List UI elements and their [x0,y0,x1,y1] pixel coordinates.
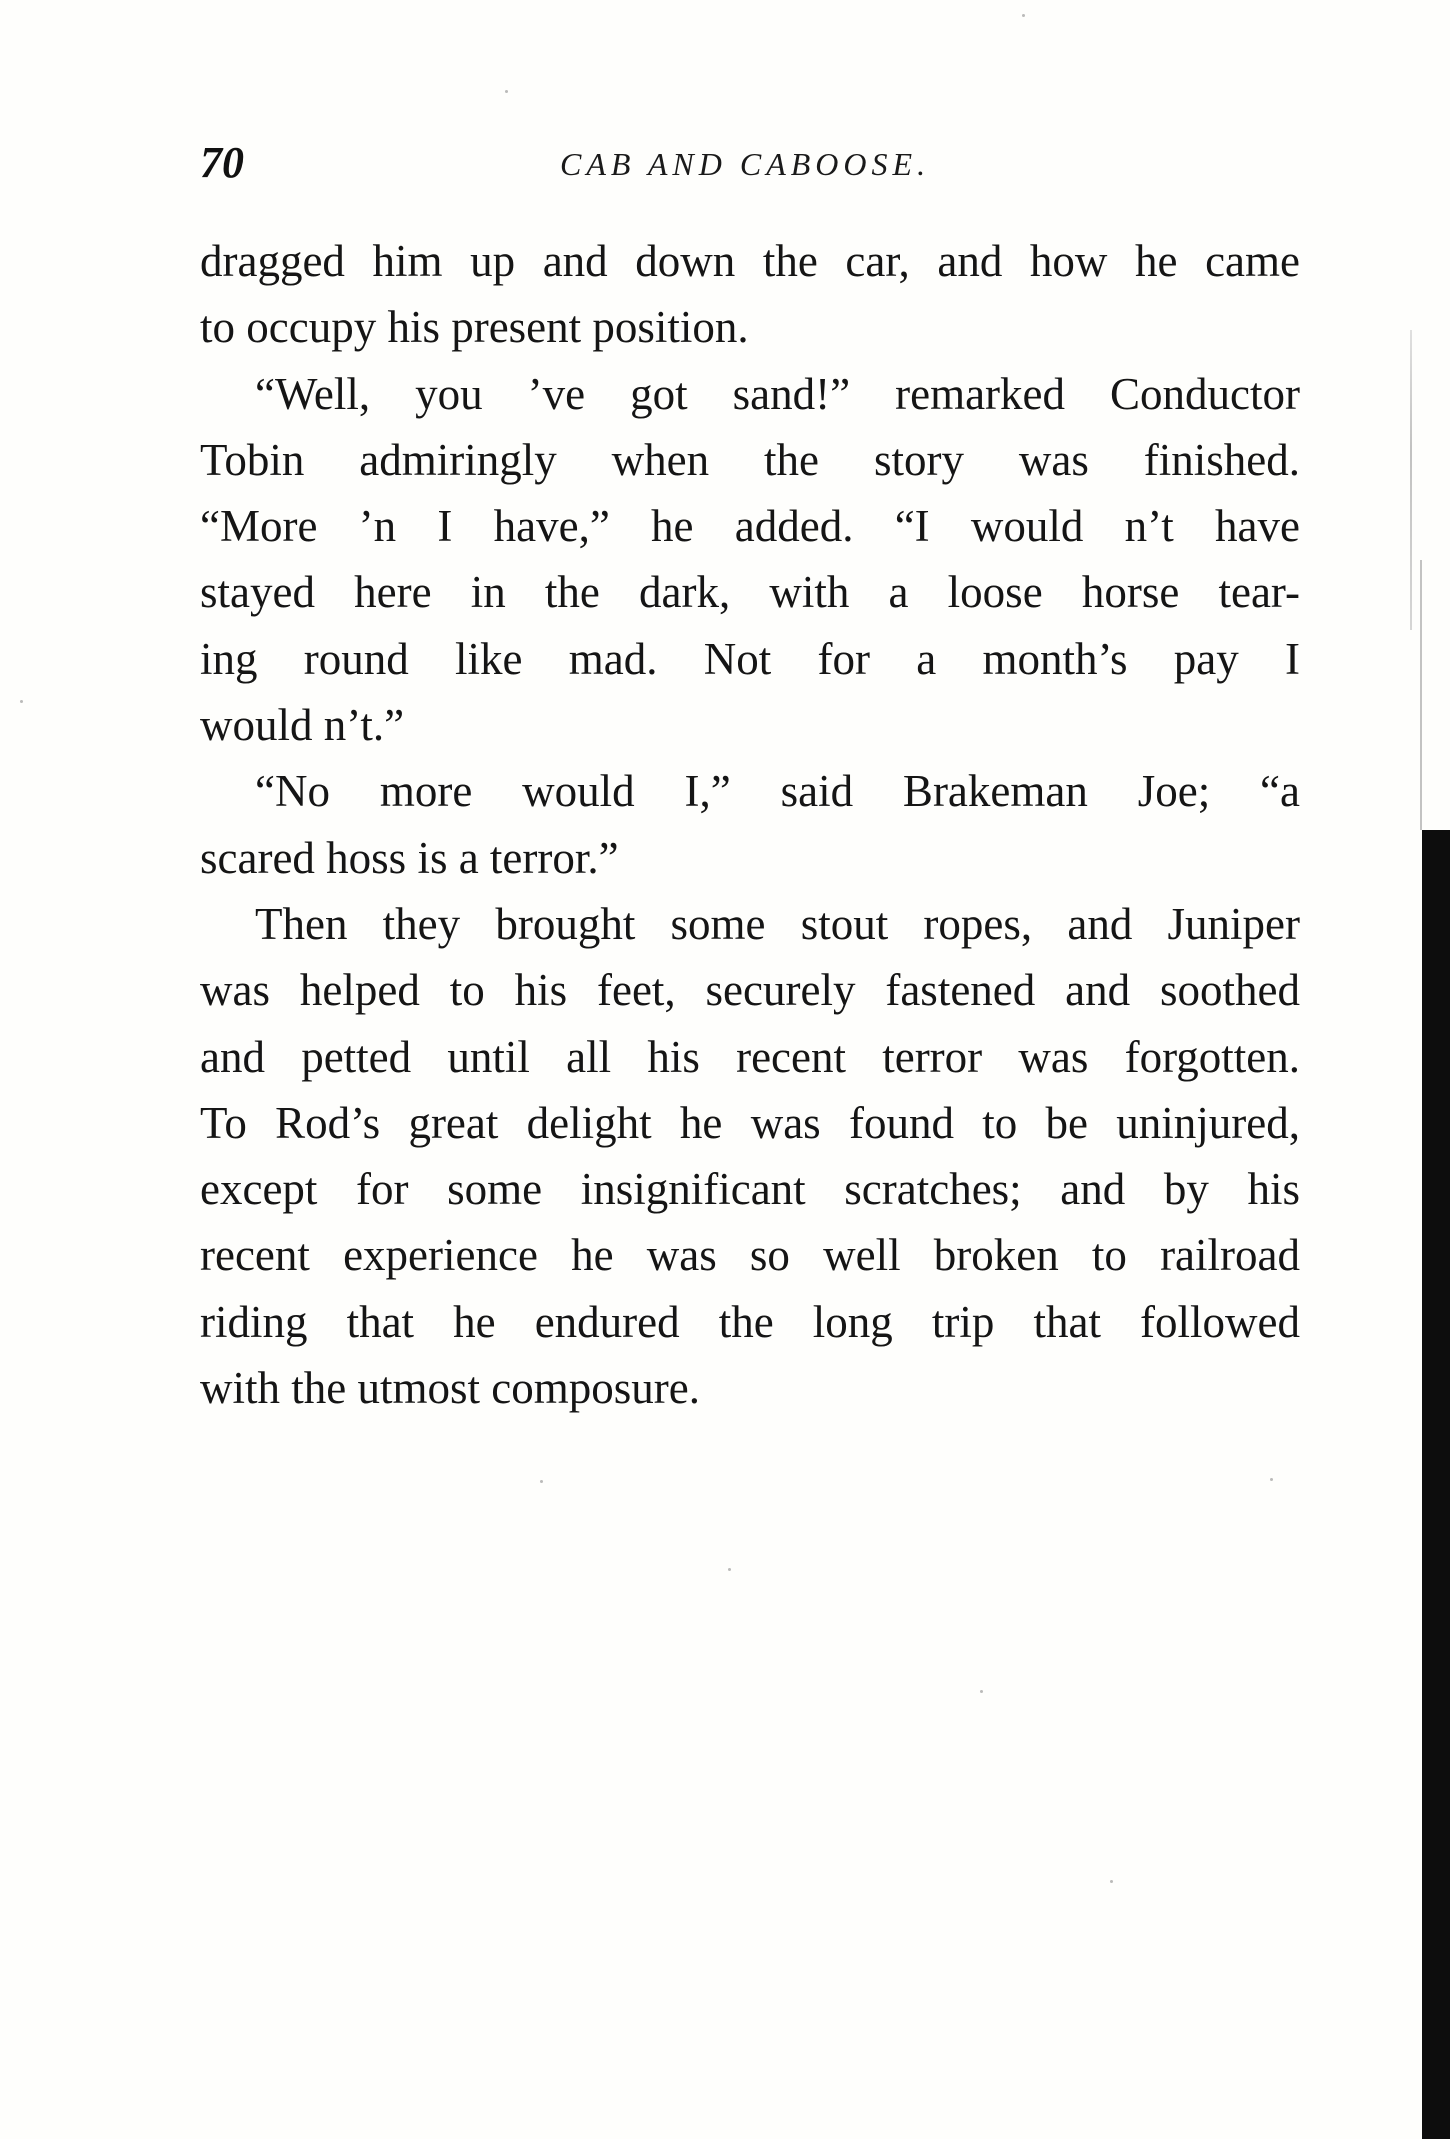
text-line: riding that he endured the long trip that followed [200,1296,1300,1347]
body-text [200,228,1300,1421]
text-line: ing round like mad. Not for a month’s pay I [200,633,1300,684]
scan-speck [980,1690,983,1693]
scan-speck [1270,1478,1273,1481]
text-line: “More ’n I have,” he added. “I would n’t have [200,501,1300,552]
page-header [200,138,1300,188]
scan-binding-shadow [1422,830,1450,2139]
scan-edge-line [1410,330,1412,630]
scan-speck [728,1568,731,1571]
scan-speck [540,1480,543,1483]
scan-speck [1022,14,1025,17]
text-line: with the utmost composure. [200,1363,700,1414]
scan-edge-line [1420,560,1422,830]
text-line: and petted until all his recent terror was forgotten. [200,1031,1300,1082]
running-head: CAB AND CABOOSE. [560,146,931,182]
scan-speck [1110,1880,1113,1883]
text-line: to occupy his present position. [200,302,749,353]
text-line: Tobin admiringly when the story was finished. [200,434,1300,485]
text-line: “No more would I,” said Brakeman Joe; “a [255,766,1300,817]
text-line: recent experience he was so well broken to railroad [200,1230,1300,1281]
scan-speck [505,90,508,93]
text-line: dragged him up and down the car, and how he came [200,236,1300,286]
text-line: To Rod’s great delight he was found to be uninjured, [200,1097,1300,1148]
text-line: Then they brought some stout ropes, and Juniper [255,898,1300,949]
text-line: stayed here in the dark, with a loose horse tear- [200,567,1300,618]
text-line: was helped to his feet, securely fastened and soothed [200,965,1300,1016]
text-line: except for some insignificant scratches; and by his [200,1164,1300,1215]
text-line: scared hoss is a terror.” [200,832,619,883]
page-number: 70 [200,138,244,187]
scan-speck [20,700,23,703]
text-line: “Well, you ’ve got sand!” remarked Conductor [255,368,1300,419]
text-line: would n’t.” [200,700,405,751]
